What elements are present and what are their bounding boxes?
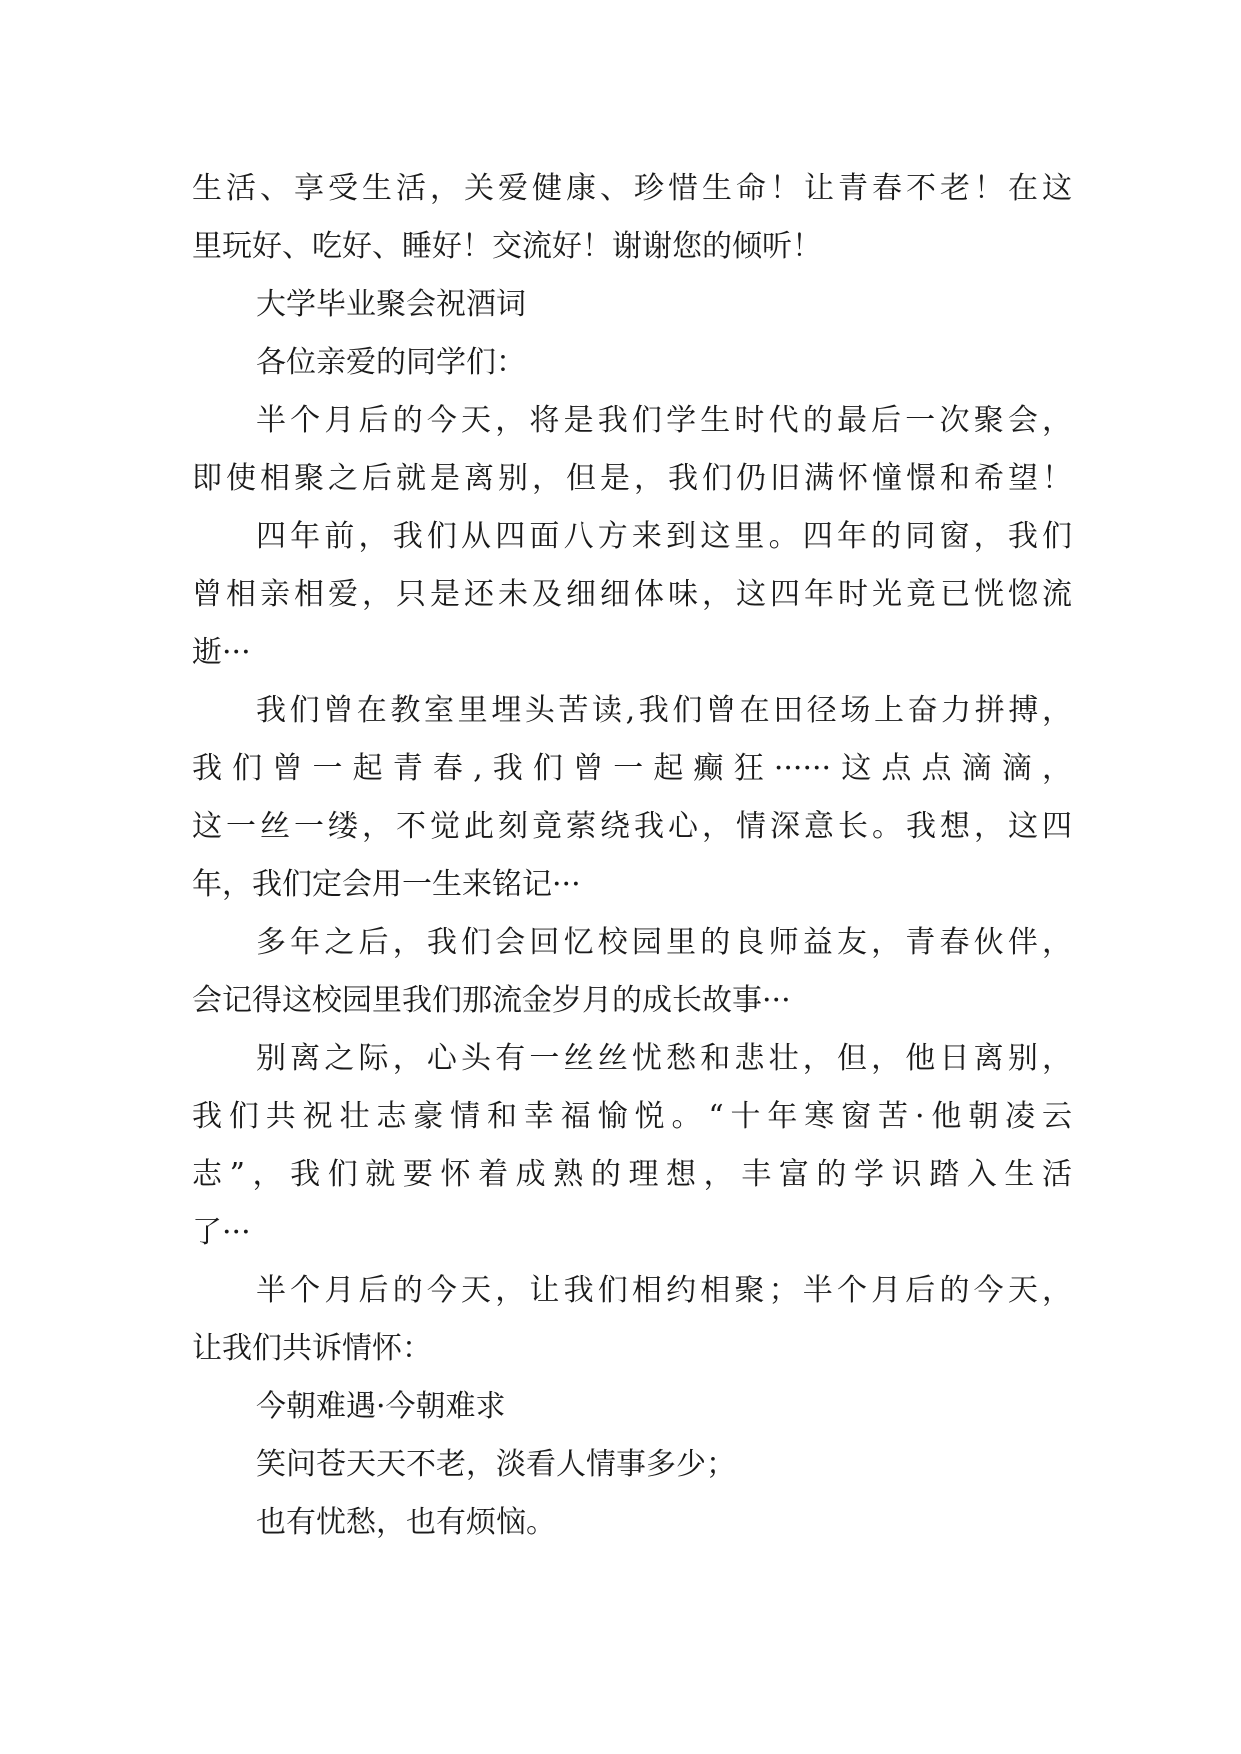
text-line: 我们曾一起青春,我们曾一起癫狂······这点点滴滴， <box>192 751 1072 786</box>
text-line: 别离之际，心头有一丝丝忧愁和悲壮，但，他日离别， <box>256 1041 1072 1076</box>
text-line: 即使相聚之后就是离别，但是，我们仍旧满怀憧憬和希望！ <box>192 461 1072 496</box>
text-line: 会记得这校园里我们那流金岁月的成长故事··· <box>192 983 791 1018</box>
text-line: 多年之后，我们会回忆校园里的良师益友，青春伙伴， <box>256 925 1072 960</box>
text-line: 半个月后的今天，让我们相约相聚；半个月后的今天， <box>256 1273 1072 1308</box>
text-line: 大学毕业聚会祝酒词 <box>256 287 526 322</box>
text-line: 笑问苍天天不老，淡看人情事多少； <box>256 1447 736 1482</box>
text-line: 生活、享受生活，关爱健康、珍惜生命！让青春不老！在这 <box>192 171 1072 206</box>
text-line: 这一丝一缕，不觉此刻竟萦绕我心，情深意长。我想，这四 <box>192 809 1072 844</box>
text-line: 曾相亲相爱，只是还未及细细体味，这四年时光竟已恍惚流 <box>192 577 1072 612</box>
text-line: 我们曾在教室里埋头苦读,我们曾在田径场上奋力拼搏， <box>256 693 1072 728</box>
text-line: 志”，我们就要怀着成熟的理想，丰富的学识踏入生活 <box>192 1157 1072 1192</box>
text-line: 年，我们定会用一生来铭记··· <box>192 867 581 902</box>
text-line: 逝··· <box>192 635 251 670</box>
text-line: 四年前，我们从四面八方来到这里。四年的同窗，我们 <box>256 519 1072 554</box>
document-body <box>192 160 1072 1552</box>
text-line: 今朝难遇·今朝难求 <box>256 1389 506 1424</box>
text-line: 半个月后的今天，将是我们学生时代的最后一次聚会， <box>256 403 1072 438</box>
text-line: 让我们共诉情怀： <box>192 1331 432 1366</box>
text-line: 里玩好、吃好、睡好！交流好！谢谢您的倾听！ <box>192 229 822 264</box>
text-line: 了··· <box>192 1215 251 1250</box>
text-line: 我们共祝壮志豪情和幸福愉悦。“十年寒窗苦·他朝凌云 <box>192 1099 1072 1134</box>
text-line: 也有忧愁，也有烦恼。 <box>256 1505 556 1540</box>
text-line: 各位亲爱的同学们： <box>256 345 526 380</box>
